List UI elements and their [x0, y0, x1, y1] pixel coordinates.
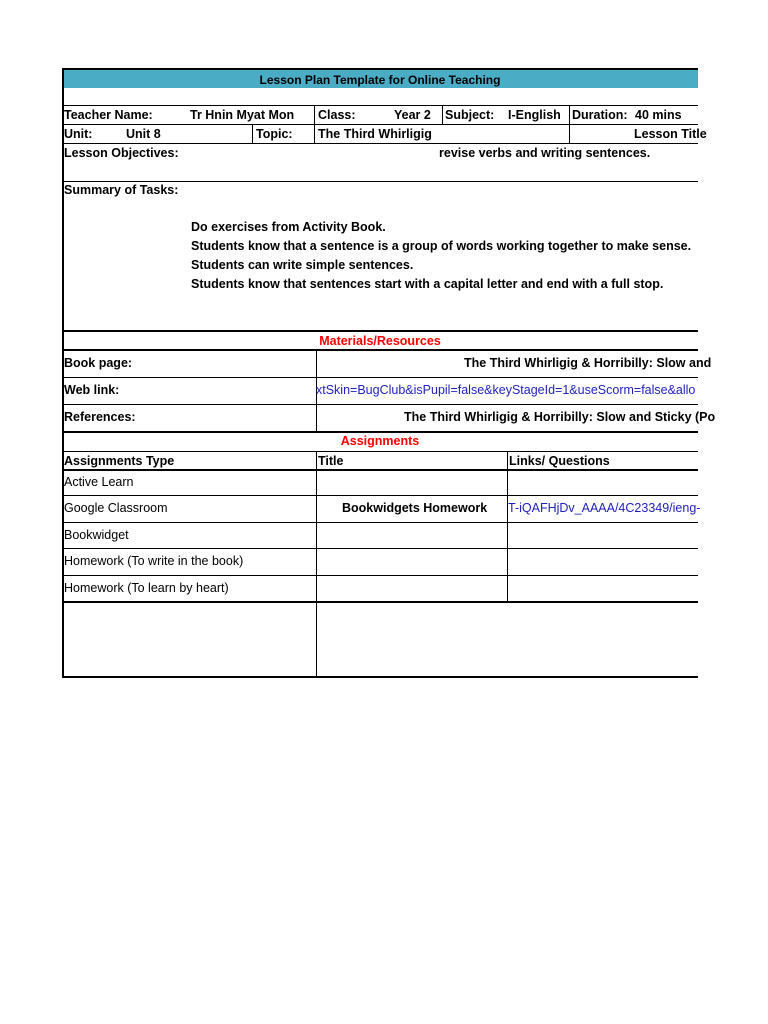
duration-label: Duration: [572, 108, 628, 122]
unit-value: Unit 8 [126, 127, 161, 141]
lesson-title-label: Lesson Title [634, 127, 707, 141]
assignment-type: Homework (To learn by heart) [64, 581, 229, 595]
references-label: References: [64, 410, 136, 424]
unit-label: Unit: [64, 127, 93, 141]
col-header-links: Links/ Questions [509, 454, 610, 468]
materials-heading: Materials/Resources [319, 334, 441, 348]
web-link-label: Web link: [64, 383, 120, 397]
task-item: Do exercises from Activity Book. [191, 220, 386, 234]
task-item: Students know that sentences start with a capital letter and end with a full stop. [191, 277, 664, 291]
col-header-type: Assignments Type [64, 454, 175, 468]
teacher-value: Tr Hnin Myat Mon [190, 108, 295, 122]
duration-value: 40 mins [635, 108, 682, 122]
assignment-type: Bookwidget [64, 528, 129, 542]
references-value: The Third Whirligig & Horribilly: Slow and Sticky (Po [404, 410, 716, 424]
subject-label: Subject: [445, 108, 495, 122]
assignment-type: Active Learn [64, 475, 134, 489]
book-page-value: The Third Whirligig & Horribilly: Slow and [464, 356, 712, 370]
lesson-plan-sheet [62, 68, 716, 680]
subject-value: I-English [508, 108, 561, 122]
teacher-label: Teacher Name: [64, 108, 153, 122]
book-page-label: Book page: [64, 356, 133, 370]
assignment-link[interactable]: T-iQAFHjDv_AAAA/4C23349/ieng- [508, 501, 701, 515]
topic-value: The Third Whirligig [318, 127, 432, 141]
objectives-label: Lesson Objectives: [64, 146, 179, 160]
assignment-type: Google Classroom [64, 501, 168, 515]
assignment-title: Bookwidgets Homework [342, 501, 488, 515]
col-header-title: Title [318, 454, 344, 468]
page-title: Lesson Plan Template for Online Teaching [259, 73, 501, 87]
class-value: Year 2 [394, 108, 431, 122]
title-bar [62, 68, 698, 88]
assignment-type: Homework (To write in the book) [64, 554, 244, 568]
task-item: Students know that a sentence is a group of words working together to make sense. [191, 239, 692, 253]
summary-label: Summary of Tasks: [64, 183, 179, 197]
objectives-value: revise verbs and writing sentences. [439, 146, 651, 160]
assignments-heading: Assignments [340, 434, 420, 448]
topic-label: Topic: [256, 127, 293, 141]
class-label: Class: [318, 108, 356, 122]
task-item: Students can write simple sentences. [191, 258, 414, 272]
web-link[interactable]: xtSkin=BugClub&isPupil=false&keyStageId=1&useScorm=false&allo [316, 383, 696, 397]
